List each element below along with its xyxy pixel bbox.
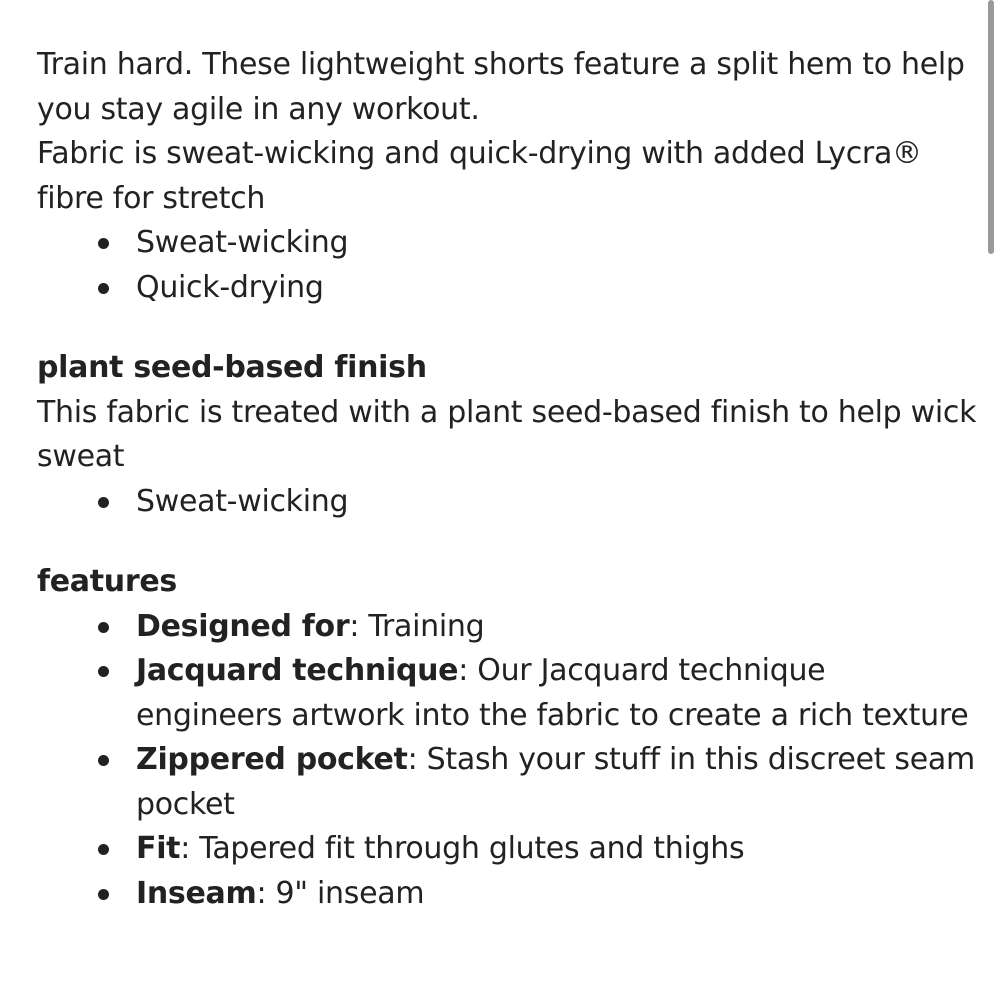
feature-label: Jacquard technique [136, 653, 459, 688]
feature-label: Zippered pocket [136, 742, 408, 777]
feature-separator: : [256, 875, 267, 911]
feature-item [37, 605, 977, 650]
feature-text: Our Jacquard technique engineers artwork into the fabric to create a rich texture [136, 653, 969, 733]
finish-heading: plant seed-based finish [37, 350, 427, 385]
list-item-text: Sweat-wicking [136, 225, 349, 260]
feature-item [37, 649, 977, 738]
feature-separator: : [180, 831, 191, 866]
features-heading: features [37, 564, 177, 599]
product-description [37, 43, 977, 916]
bullet-icon [98, 889, 109, 900]
feature-item [37, 872, 977, 917]
bullet-icon [98, 238, 109, 249]
feature-separator: : [349, 608, 360, 644]
section-gap [37, 310, 977, 346]
bullet-icon [98, 755, 109, 766]
feature-separator: : [458, 653, 469, 688]
feature-label: Designed for [136, 608, 350, 644]
feature-text: Tapered fit through glutes and thighs [190, 831, 745, 866]
feature-separator: : [407, 742, 418, 777]
bullet-icon [98, 666, 109, 677]
bullet-icon [98, 497, 109, 508]
list-item [37, 480, 977, 525]
bullet-icon [98, 622, 109, 633]
feature-item [37, 827, 977, 872]
feature-item [37, 738, 977, 827]
finish-paragraph: This fabric is treated with a plant seed-based finish to help wick sweat [37, 394, 977, 474]
list-item [37, 266, 977, 311]
fabric-paragraph: Fabric is sweat-wicking and quick-drying with added Lycra® fibre for stretch [37, 136, 922, 216]
list-item [37, 221, 977, 266]
list-item-text: Sweat-wicking [136, 483, 349, 519]
features-bullet-list [37, 605, 977, 917]
feature-label: Inseam [136, 875, 257, 911]
intro-paragraph: Train hard. These lightweight shorts feature a split hem to help you stay agile in any workout. [37, 47, 965, 127]
bullet-icon [98, 283, 109, 294]
feature-label: Fit [136, 831, 181, 866]
feature-text: Stash your stuff in this discreet seam pocket [136, 742, 975, 822]
scrollbar-thumb[interactable] [988, 0, 994, 254]
list-item-text: Quick-drying [136, 269, 324, 305]
intro-bullet-list [37, 221, 977, 310]
finish-bullet-list [37, 480, 977, 525]
bullet-icon [98, 844, 109, 855]
feature-text: Training [359, 608, 485, 644]
section-gap [37, 524, 977, 560]
feature-text: 9" inseam [266, 875, 425, 911]
